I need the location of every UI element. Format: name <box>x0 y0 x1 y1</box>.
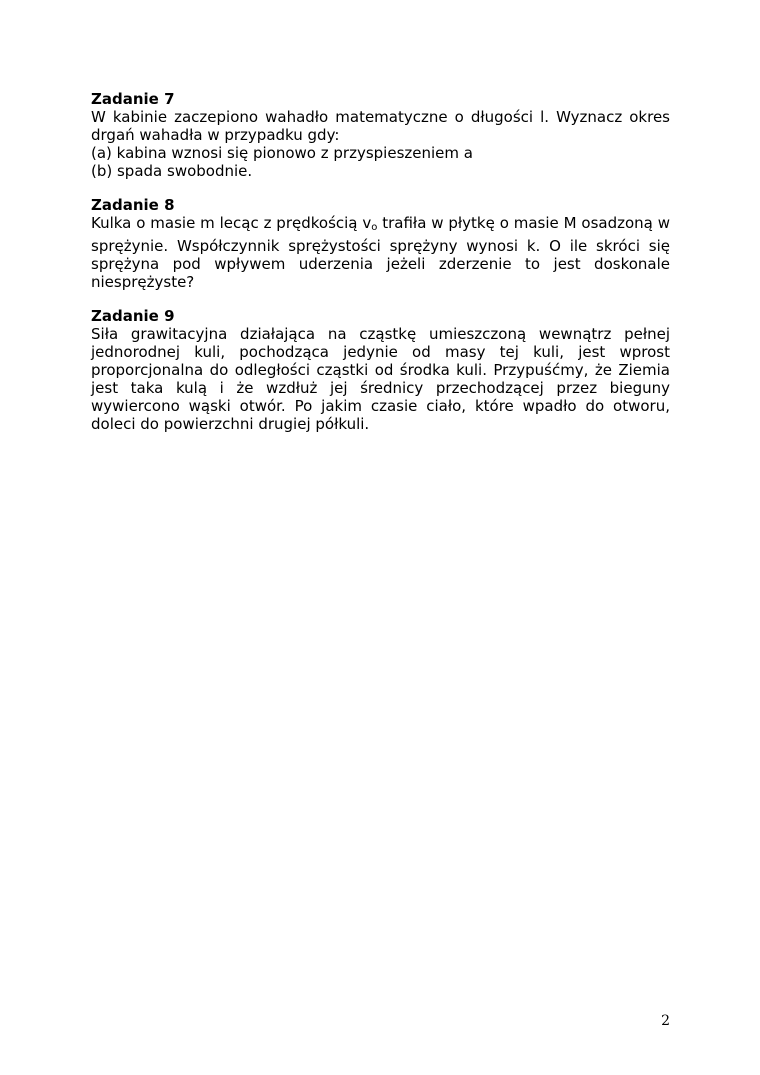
task-paragraph <box>91 214 670 291</box>
task-paragraph: W kabinie zaczepiono wahadło matematyczne o długości l. Wyznacz okres drgań wahadła w przypadku gdy: <box>91 108 670 144</box>
task-paragraph: Siła grawitacyjna działająca na cząstkę umieszczoną wewnątrz pełnej jednorodnej kuli, pochodząca jedynie od masy tej kuli, jest wprost proporcjonalna do odległości cząstki od środka kuli. Przypuśćmy, że Ziemia jest taka kulą i że wzdłuż jej średnicy przechodzącej przez bieguny wywiercono wąski otwór. Po jakim czasie ciało, które wpadło do otworu, doleci do powierzchni drugiej półkuli. <box>91 325 670 433</box>
task-text-after: trafiła w płytkę o masie M osadzoną w sprężynie. Współczynnik sprężystości sprężyny wynosi k. O ile skróci się sprężyna pod wpływem uderzenia jeżeli zderzenie to jest doskonale niesprężyste? <box>91 214 670 291</box>
velocity-subscript: o <box>371 222 378 233</box>
task-9 <box>91 307 670 433</box>
task-text-before: Kulka o masie m lecąc z prędkością v <box>91 214 372 232</box>
task-7 <box>91 90 670 180</box>
task-body <box>91 214 670 291</box>
task-8 <box>91 196 670 291</box>
task-title: Zadanie 9 <box>91 307 175 325</box>
task-body <box>91 325 670 433</box>
page-content <box>91 90 670 449</box>
task-option-a: (a) kabina wznosi się pionowo z przyspieszeniem a <box>91 144 473 162</box>
page-number: 2 <box>661 1013 670 1029</box>
task-title: Zadanie 7 <box>91 90 175 108</box>
task-title: Zadanie 8 <box>91 196 175 214</box>
task-option-b: (b) spada swobodnie. <box>91 162 253 180</box>
task-body <box>91 108 670 180</box>
